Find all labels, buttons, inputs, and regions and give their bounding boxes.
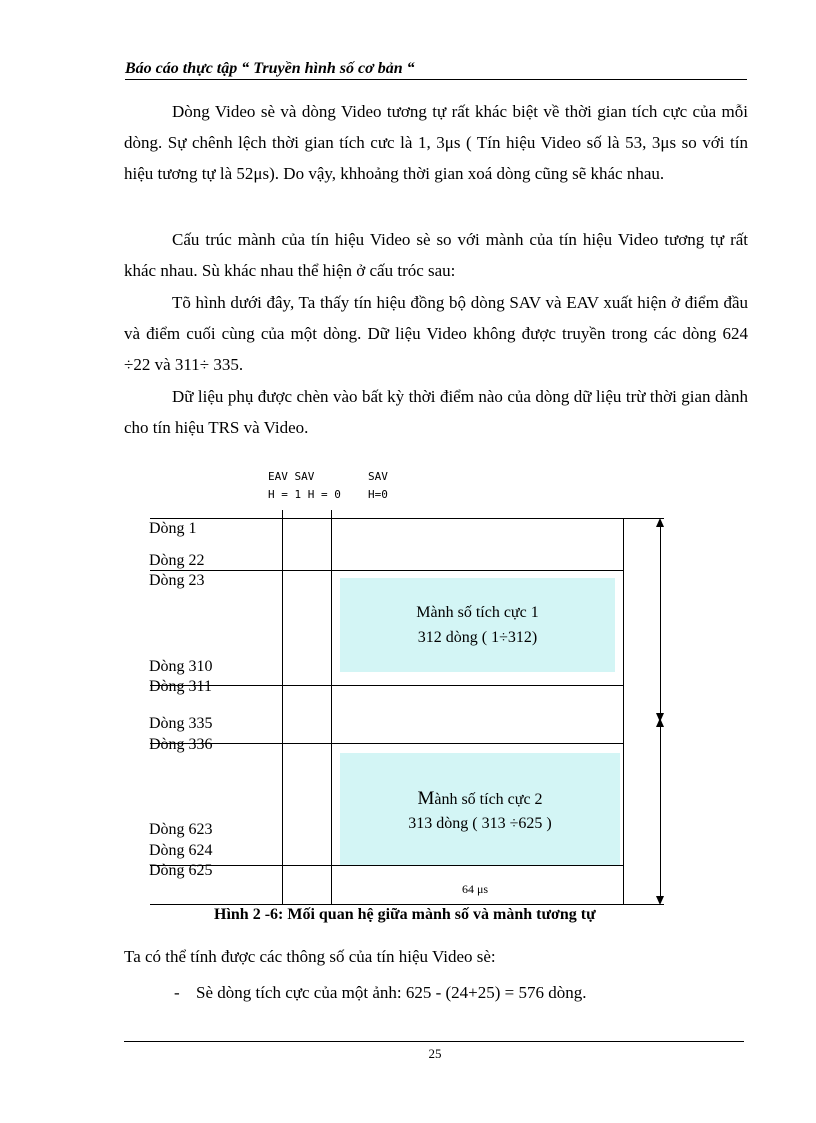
right-border: [623, 518, 624, 905]
line-row-625: [150, 904, 664, 905]
page-header: Báo cáo thực tập “ Truyền hình số cơ bản “: [125, 60, 747, 80]
line-row-22: [150, 570, 624, 571]
row-label: Dòng 311: [149, 678, 212, 695]
field-2-title-initial: M: [417, 788, 435, 809]
page-number: 25: [428, 1046, 442, 1061]
sav-label: SAV: [368, 470, 388, 483]
line-row-1: [150, 518, 664, 519]
row-label: Dòng 336: [149, 736, 213, 753]
field2-arrow-shaft: [660, 725, 661, 898]
row-label: Dòng 623: [149, 821, 213, 838]
row-label: Dòng 1: [149, 520, 197, 537]
paragraph-3: Tõ hình dưới đây, Ta thấy tín hiệu đồng bộ dòng SAV và EAV xuất hiện ở điểm đầu và điểm cuối cùng của một dòng. Dữ liệu Video không được truyền trong các dòng 624 ÷22 và 311÷ 335.: [124, 293, 748, 374]
row-label: Dòng 335: [149, 715, 213, 732]
field1-arrow-shaft: [660, 525, 661, 716]
arrow-up-icon: [656, 718, 664, 727]
footer-divider: [124, 1041, 744, 1042]
sav-h-label: H=0: [368, 488, 388, 501]
row-label: Dòng 625: [149, 862, 213, 879]
bullet-marker: -: [174, 983, 180, 1002]
field-2-title: [340, 786, 620, 812]
h-values-label: H = 1 H = 0: [268, 488, 341, 501]
paragraph-5: Ta có thể tính được các thông số của tín hiệu Video sè:: [124, 947, 496, 966]
line-row-310: [150, 685, 624, 686]
paragraph-4: Dữ liệu phụ được chèn vào bất kỳ thời điểm nào của dòng dữ liệu trừ thời gian dành cho tín hiệu TRS và Video.: [124, 387, 748, 437]
line-row-624: [150, 865, 624, 866]
line-row-335: [150, 743, 624, 744]
field-1-title: Mành số tích cực 1: [416, 604, 539, 621]
eav-sav-label: EAV SAV: [268, 470, 315, 483]
paragraph-2: Cấu trúc mành của tín hiệu Video sè so với mành của tín hiệu Video tương tự rất khác nhau. Sù khác nhau thể hiện ở cấu tróc sau:: [124, 230, 748, 280]
figure-caption: Hình 2 -6: Mối quan hệ giữa mành số và mành tương tự: [214, 906, 596, 923]
field-1-lines: 312 dòng ( 1÷312): [417, 629, 538, 646]
row-label: Dòng 310: [149, 658, 213, 675]
row-label: Dòng 23: [149, 572, 205, 589]
field-2-lines: 313 dòng ( 313 ÷625 ): [408, 815, 552, 832]
bullet-item-1: Sè dòng tích cực của một ảnh: 625 - (24+25) = 576 dòng.: [196, 983, 587, 1002]
paragraph-1: Dòng Video sè và dòng Video tương tự rất khác biệt về thời gian tích cực của mỗi dòng. Sự chênh lệch thời gian tích cưc là 1, 3μs ( Tín hiệu Video số là 53, 3μs so với tín hiệu tương tự là 52μs). Do vậy, khhoảng thời gian xoá dòng cũng sẽ khác nhau.: [124, 102, 748, 183]
row-label: Dòng 624: [149, 842, 213, 859]
line-duration-label: 64 μs: [462, 882, 489, 896]
row-label: Dòng 22: [149, 552, 205, 569]
arrow-up-icon: [656, 518, 664, 527]
field-2-title-rest: ành số tích cực 2: [434, 791, 543, 808]
